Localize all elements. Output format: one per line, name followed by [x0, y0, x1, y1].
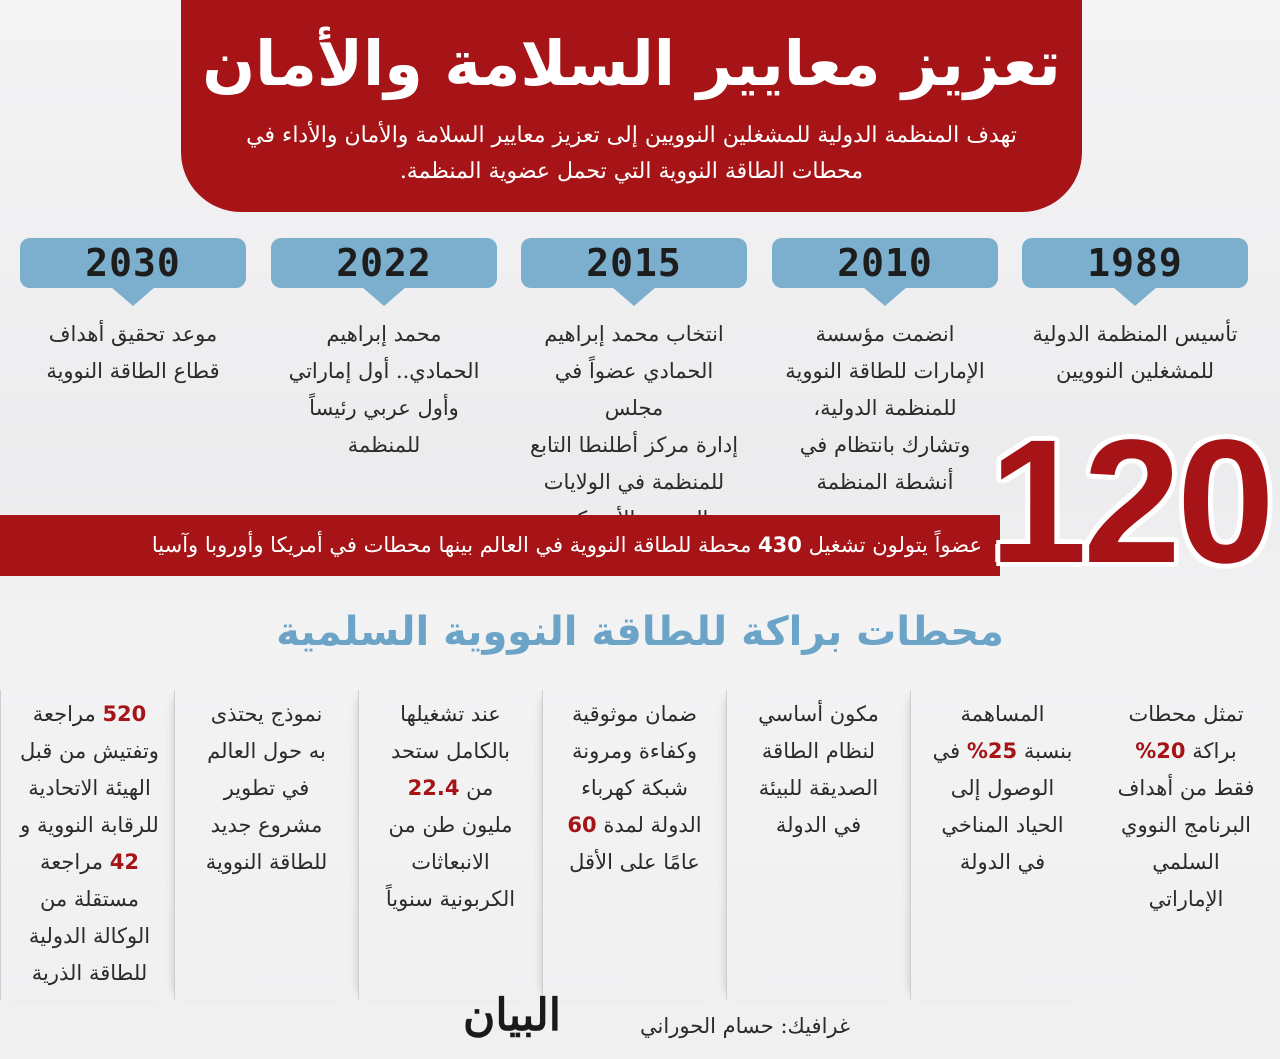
members-count: 120	[989, 404, 1271, 600]
page-subtitle	[211, 118, 1052, 190]
text-line: الانبعاثات	[411, 850, 490, 874]
text-part: مراجعة	[32, 702, 96, 726]
text-line: الإمارات للطاقة النووية	[785, 359, 985, 383]
timeline-description	[1022, 316, 1248, 390]
timeline-item-1989	[1022, 238, 1248, 390]
text-line: بالكامل ستحد	[391, 739, 510, 763]
text-part: الدولة لمدة	[603, 813, 702, 837]
text-line	[1098, 733, 1274, 770]
text-line: نموذج يحتذى	[210, 702, 323, 726]
text-line: أنشطة المنظمة	[816, 470, 954, 494]
highlight-value: 20%	[1135, 739, 1186, 763]
banner-text-after: محطة للطاقة النووية في العالم بينها محطات في أمريكا وأوروبا وآسيا	[151, 533, 752, 557]
text-part: بنسبة	[1023, 739, 1073, 763]
text-part: مراجعة	[40, 850, 104, 874]
text-line: الحياد المناخي	[941, 813, 1064, 837]
members-banner	[0, 515, 1000, 576]
timeline-item-2030	[20, 238, 246, 390]
year-tab: 2010	[772, 238, 998, 288]
text-part: من	[466, 776, 494, 800]
stations-count: 430	[758, 533, 802, 557]
text-line: محمد إبراهيم	[326, 322, 442, 346]
text-line: للطاقة النووية	[205, 850, 328, 874]
text-line: وأول عربي رئيساً	[309, 396, 459, 420]
text-line: في تطوير	[223, 776, 310, 800]
text-line: للمنظمة في الولايات	[543, 470, 725, 494]
text-line: لنظام الطاقة	[761, 739, 876, 763]
text-line: للمشغلين النوويين	[1055, 359, 1215, 383]
timeline-item-2022	[271, 238, 497, 464]
text-line: مليون طن من	[388, 813, 513, 837]
text-line: ضمان موثوقية	[572, 702, 697, 726]
text-part: في	[932, 739, 961, 763]
highlight-value: 25%	[966, 739, 1018, 763]
timeline-item-2010	[772, 238, 998, 501]
albayan-logo: البيان	[463, 990, 561, 1041]
text-line: انضمت مؤسسة	[815, 322, 955, 346]
text-line	[915, 733, 1090, 770]
timeline-description	[521, 316, 747, 538]
highlight-value: 42	[109, 850, 139, 874]
text-line: مستقلة من	[39, 887, 140, 911]
text-line: الحمادي عضواً في مجلس	[554, 359, 714, 420]
subtitle-line-1: تهدف المنظمة الدولية للمشغلين النوويين إلى تعزيز معايير السلامة والأمان والأداء في	[246, 123, 1017, 148]
text-line: شبكة كهرباء	[581, 776, 688, 800]
timeline-description	[271, 316, 497, 464]
fact-column-4	[542, 690, 726, 1000]
text-line: انتخاب محمد إبراهيم	[544, 322, 724, 346]
graphic-credit: غرافيك: حسام الحوراني	[640, 1014, 850, 1038]
year-tab: 2030	[20, 238, 246, 288]
text-line: البرنامج النووي	[1121, 813, 1251, 837]
text-line	[547, 807, 722, 844]
text-line: إدارة مركز أطلنطا التابع	[529, 433, 739, 457]
fact-column-6	[174, 690, 358, 1000]
text-line: الحمادي.. أول إماراتي	[288, 359, 480, 383]
banner-text-before: عضواً يتولون تشغيل	[808, 533, 982, 557]
text-line	[5, 696, 174, 733]
subtitle-line-2: محطات الطاقة النووية التي تحمل عضوية المنظمة.	[399, 159, 864, 184]
text-line: قطاع الطاقة النووية	[46, 359, 220, 383]
page-title: تعزيز معايير السلامة والأمان	[202, 27, 1061, 100]
timeline-item-2015	[521, 238, 747, 538]
text-line: به حول العالم	[207, 739, 326, 763]
fact-column-7	[0, 690, 178, 1000]
text-line: تأسيس المنظمة الدولية	[1032, 322, 1238, 346]
text-line: للمنظمة	[347, 433, 421, 457]
fact-column-3	[726, 690, 910, 1000]
text-line: تمثل محطات	[1128, 702, 1244, 726]
text-line: الكربونية سنوياً	[385, 887, 516, 911]
section-title: محطات براكة للطاقة النووية السلمية	[276, 609, 1004, 655]
timeline-description	[20, 316, 246, 390]
highlight-value: 60	[567, 813, 597, 837]
text-line: الهيئة الاتحادية	[28, 776, 151, 800]
year-tab: 2022	[271, 238, 497, 288]
text-line: موعد تحقيق أهداف	[48, 322, 218, 346]
text-line: في الدولة	[775, 813, 862, 837]
text-line: الوكالة الدولية	[28, 924, 151, 948]
fact-column-1	[1094, 690, 1278, 1000]
fact-column-5	[358, 690, 542, 1000]
year-tab: 2015	[521, 238, 747, 288]
text-line	[363, 770, 538, 807]
text-line: الوصول إلى	[950, 776, 1055, 800]
text-line: السلمي	[1152, 850, 1220, 874]
text-line: عند تشغيلها	[400, 702, 501, 726]
text-line: الصديقة للبيئة	[758, 776, 879, 800]
highlight-value: 22.4	[407, 776, 460, 800]
text-line: للرقابة النووية و	[20, 813, 159, 837]
text-line: للمنظمة الدولية،	[813, 396, 957, 420]
text-line: وكفاءة ومرونة	[572, 739, 697, 763]
text-line: وتشارك بانتظام في	[799, 433, 971, 457]
text-line: مكون أساسي	[758, 702, 879, 726]
text-line: الإماراتي	[1148, 887, 1224, 911]
text-line	[5, 844, 174, 881]
fact-column-2	[910, 690, 1094, 1000]
header-banner	[181, 0, 1082, 212]
text-line: المساهمة	[960, 702, 1045, 726]
text-line: للطاقة الذرية	[31, 961, 148, 985]
text-line: في الدولة	[959, 850, 1046, 874]
timeline-description	[772, 316, 998, 501]
barakah-facts	[0, 690, 1280, 1010]
year-tab: 1989	[1022, 238, 1248, 288]
text-line: وتفتيش من قبل	[20, 739, 159, 763]
highlight-value: 520	[102, 702, 147, 726]
text-line: فقط من أهداف	[1117, 776, 1255, 800]
text-part: براكة	[1192, 739, 1237, 763]
text-line: مشروع جديد	[210, 813, 323, 837]
text-line: عامًا على الأقل	[569, 850, 700, 874]
